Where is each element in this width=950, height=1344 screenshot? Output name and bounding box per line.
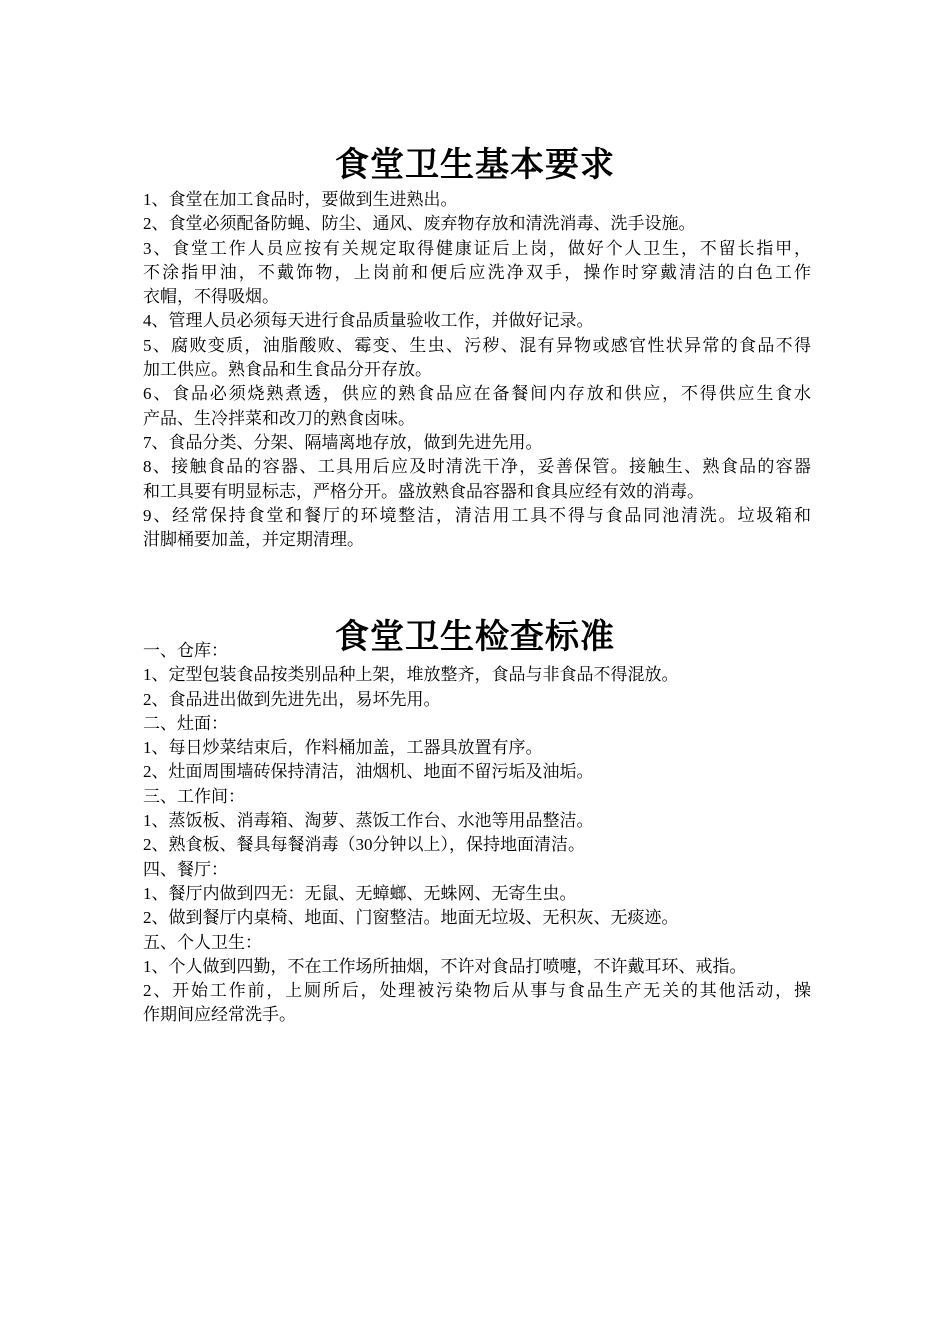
- text-line: 9、经常保持食堂和餐厅的环境整洁，清洁用工具不得与食品同池清洗。垃圾箱和: [143, 505, 811, 525]
- text-line: 作期间应经常洗手。: [143, 1005, 296, 1025]
- requirements-list: [143, 188, 811, 552]
- list-item: [143, 760, 811, 784]
- list-item: [143, 955, 811, 979]
- text-line: 3、食堂工作人员应按有关规定取得健康证后上岗，做好个人卫生，不留长指甲，: [143, 238, 811, 258]
- standards-list: [143, 639, 811, 1028]
- text-line: 1、个人做到四勤，不在工作场所抽烟，不许对食品打喷嚏，不许戴耳环、戒指。: [143, 956, 747, 976]
- text-line: 三、工作间：: [143, 786, 245, 806]
- text-line: 6、食品必须烧熟煮透，供应的熟食品应在备餐间内存放和供应，不得供应生食水: [143, 384, 811, 404]
- text-line: 1、餐厅内做到四无：无鼠、无蟑螂、无蛛网、无寄生虫。: [143, 883, 577, 903]
- text-line: 不涂指甲油，不戴饰物，上岗前和便后应洗净双手，操作时穿戴清洁的白色工作: [143, 262, 811, 282]
- list-item: [143, 833, 811, 857]
- list-item: [143, 188, 811, 212]
- text-line: 五、个人卫生：: [143, 932, 262, 952]
- list-item: [143, 785, 811, 809]
- text-line: 二、灶面：: [143, 713, 228, 733]
- list-item: [143, 212, 811, 236]
- text-line: 1、蒸饭板、消毒箱、淘萝、蒸饭工作台、水池等用品整洁。: [143, 811, 594, 831]
- text-line: 5、腐败变质，油脂酸败、霉变、生虫、污秽、混有异物或感官性状异常的食品不得: [143, 335, 811, 355]
- text-line: 2、食堂必须配备防蝇、防尘、通风、废弃物存放和清洗消毒、洗手设施。: [143, 214, 696, 234]
- text-line: 2、灶面周围墙砖保持清洁，油烟机、地面不留污垢及油垢。: [143, 762, 594, 782]
- list-item: [143, 455, 811, 504]
- list-item: [143, 504, 811, 553]
- text-line: 1、食堂在加工食品时，要做到生进熟出。: [143, 190, 458, 209]
- list-item: [143, 931, 811, 955]
- list-item: [143, 688, 811, 712]
- list-item: [143, 237, 811, 310]
- text-line: 2、食品进出做到先进先出，易坏先用。: [143, 689, 441, 709]
- list-item: [143, 431, 811, 455]
- list-item: [143, 736, 811, 760]
- text-line: 2、开始工作前，上厕所后，处理被污染物后从事与食品生产无关的其他活动，操: [143, 981, 811, 1001]
- standards-title: 食堂卫生检查标准: [335, 618, 615, 656]
- text-line: 2、熟食板、餐具每餐消毒（30分钟以上），保持地面清洁。: [143, 835, 585, 855]
- list-item: [143, 663, 811, 687]
- text-line: 衣帽，不得吸烟。: [143, 287, 279, 307]
- text-line: 加工供应。熟食品和生食品分开存放。: [143, 360, 432, 380]
- list-item: [143, 382, 811, 431]
- text-line: 7、食品分类、分架、隔墙离地存放，做到先进先用。: [143, 432, 543, 452]
- list-item: [143, 906, 811, 930]
- list-item: [143, 712, 811, 736]
- list-item: [143, 309, 811, 333]
- text-line: 四、餐厅：: [143, 859, 228, 879]
- list-item: [143, 639, 811, 663]
- text-line: 4、管理人员必须每天进行食品质量验收工作，并做好记录。: [143, 311, 594, 331]
- text-line: 泔脚桶要加盖，并定期清理。: [143, 530, 364, 550]
- text-line: 8、接触食品的容器、工具用后应及时清洗干净，妥善保管。接触生、熟食品的容器: [143, 457, 811, 477]
- text-line: 2、做到餐厅内桌椅、地面、门窗整洁。地面无垃圾、无积灰、无痰迹。: [143, 908, 679, 928]
- list-item: [143, 809, 811, 833]
- text-line: 产品、生冷拌菜和改刀的熟食卤味。: [143, 408, 415, 428]
- list-item: [143, 334, 811, 383]
- list-item: [143, 979, 811, 1028]
- list-item: [143, 882, 811, 906]
- text-line: 1、定型包装食品按类别品种上架，堆放整齐，食品与非食品不得混放。: [143, 665, 679, 685]
- text-line: 和工具要有明显标志，严格分开。盛放熟食品容器和食具应经有效的消毒。: [143, 481, 704, 501]
- requirements-title: 食堂卫生基本要求: [335, 146, 615, 184]
- text-line: 一、仓库：: [143, 641, 228, 660]
- list-item: [143, 858, 811, 882]
- text-line: 1、每日炒菜结束后，作料桶加盖，工器具放置有序。: [143, 738, 543, 758]
